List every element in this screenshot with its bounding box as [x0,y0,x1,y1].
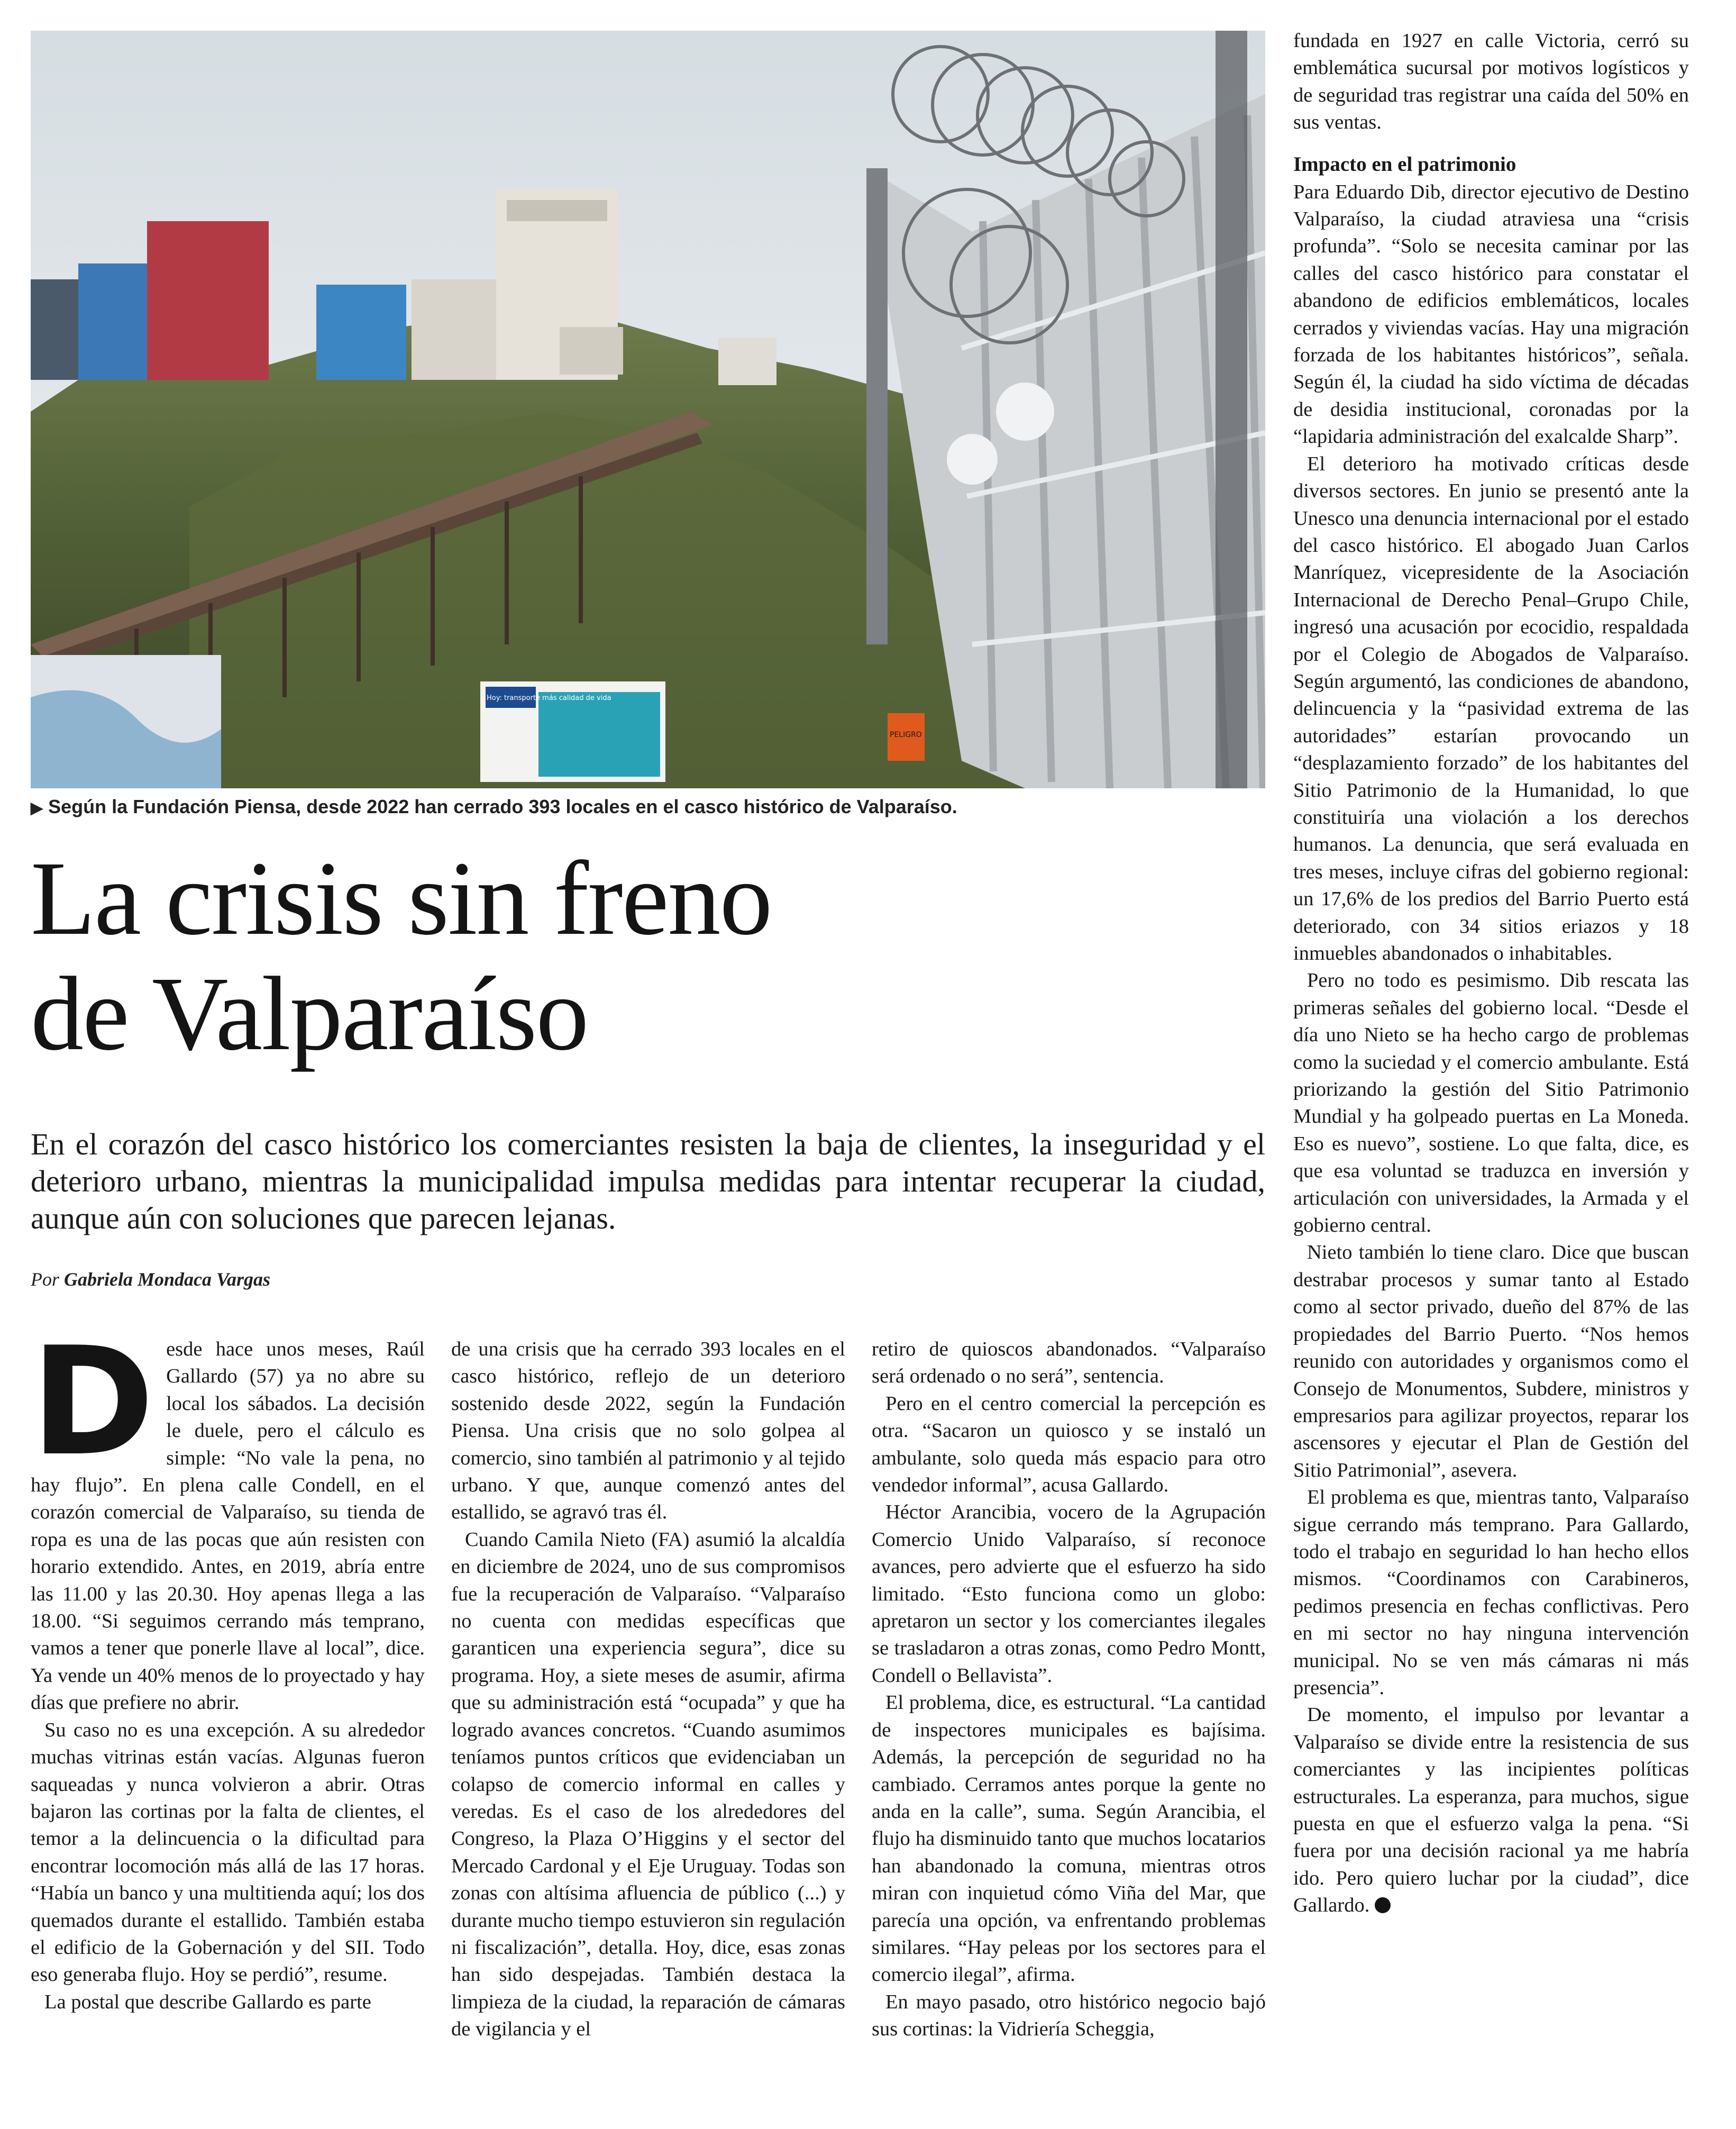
body-paragraph: retiro de quioscos abandonados. “Valparaíso será ordenado o no será”, sentencia. [872,1338,1266,1388]
body-column-3 [872,1336,1266,2043]
body-column-4 [1293,28,1689,1919]
body-paragraph: La postal que describe Gallardo es parte [44,1990,371,2013]
article-photo [31,31,1265,788]
photo-caption [31,794,1265,820]
dek-summary: En el corazón del casco histórico los comerciantes resisten la baja de clientes, la inseguridad y el deterioro urbano, mientras la municipalidad impulsa medidas para intentar recuperar la ciudad, aunque aún con soluciones que parecen lejanas. [31,1127,1265,1235]
headline-line-1: La crisis sin freno [31,840,772,957]
byline-author: Gabriela Mondaca Vargas [64,1269,271,1290]
body-paragraph: Su caso no es una excepción. A su alrededor muchas vitrinas están vacías. Algunas fueron saqueadas y nunca volvieron a abrir. Otras bajaron las cortinas por la falta de clientes, el temor a la delincuencia o la dificultad para encontrar locomoción más allá de las 17 horas. “Había un banco y una multitienda aquí; los dos quemados durante el estallido. También estaba el edificio de la Gobernación y del SII. Todo eso generaba flujo. Hoy se perdió”, resume. [31,1718,425,1986]
caption-triangle-icon: ▶ [31,799,43,817]
body-paragraph: Pero en el centro comercial la percepción es otra. “Sacaron un quiosco y se instaló un ambulante, solo queda más espacio para otro vendedor informal”, acusa Gallardo. [872,1392,1266,1497]
body-paragraph-final [1293,1702,1689,1919]
body-paragraph: El problema es que, mientras tanto, Valparaíso sigue cerrando más temprano. Para Gallardo, todo el trabajo en seguridad lo han hecho ellos mismos. “Coordinamos con Carabineros, pedimos presencia en fechas conflictivas. Pero en mi sector no hay ninguna intervención municipal. No se ven más cámaras ni más presencia”. [1293,1486,1689,1699]
byline [31,1266,771,1293]
body-paragraph: Cuando Camila Nieto (FA) asumió la alcaldía en diciembre de 2024, uno de sus compromisos fue la recuperación de Valparaíso. “Valparaíso no cuenta con medidas específicas que garanticen una experiencia segura”, dice su programa. Hoy, a siete meses de asumir, afirma que su administración está “ocupada” y que ha logrado avances concretos. “Cuando asumimos teníamos puntos críticos que evidenciaban un colapso de comercio informal en calles y veredas. Es el caso de los alrededores del Congreso, la Plaza O’Higgins y el sector del Mercado Cardonal y el Eje Uruguay. Todas son zonas con altísima afluencia de público (...) y durante mucho tiempo estuvieron sin regulación ni fiscalización”, detalla. Hoy, dice, esas zonas han sido despejadas. También destaca la limpieza de la ciudad, la reparación de cámaras de vigilancia y el [451,1528,845,2041]
body-paragraph: En mayo pasado, otro histórico negocio bajó sus cortinas: la Vidriería Scheggia, [872,1990,1266,2041]
body-paragraph: Para Eduardo Dib, director ejecutivo de Destino Valparaíso, la ciudad atraviesa una “crisis profunda”. “Solo se necesita caminar por las calles del casco histórico para constatar el abandono de edificios emblemáticos, locales cerrados y viviendas vacías. Hay una migración forzada de los habitantes históricos”, señala. Según él, la ciudad ha sido víctima de décadas de desidia institucional, coronadas por la “lapidaria administración del exalcalde Sharp”. [1293,180,1689,448]
billboard-text: Hoy: transporte más calidad de vida [487,694,611,702]
warning-sign-text: PELIGRO [890,731,922,739]
photo-illustration [31,31,1265,788]
final-paragraph-text: De momento, el impulso por levantar a Valparaíso se divide entre la resistencia de sus comerciantes y las incipientes políticas estructurales. La esperanza, para muchos, sigue puesta en que el esfuerzo valga la pena. “Si fuera por una decisión racional ya me habría ido. Pero quiero luchar por la ciudad”, dice Gallardo. [1293,1704,1689,1917]
drop-cap: D [31,1315,155,1489]
body-paragraph: Nieto también lo tiene claro. Dice que buscan destrabar procesos y sumar tanto al Estado como al sector privado, dueño del 87% de las propiedades del Barrio Puerto. “Nos hemos reunido con autoridades y organismos como el Consejo de Monumentos, Subdere, ministros y empresarios para agilizar proyectos, reparar los ascensores y ejecutar el Plan de Gestión del Sitio Patrimonial”, asevera. [1293,1241,1689,1481]
body-paragraph: Héctor Arancibia, vocero de la Agrupación Comercio Unido Valparaíso, sí reconoce avances, pero advierte que el esfuerzo ha sido limitado. “Esto funciona como un globo: apretaron un sector y los comerciantes ilegales se trasladaron a otras zonas, como Pedro Montt, Condell o Bellavista”. [872,1501,1266,1687]
body-paragraph: Pero no todo es pesimismo. Dib rescata las primeras señales del gobierno local. “Desde el día uno Nieto se ha hecho cargo de problemas como la suciedad y el comercio ambulante. Está priorizando la gestión del Sitio Patrimonio Mundial y ha golpeado puertas en La Moneda. Eso es nuevo”, sostiene. Lo que falta, dice, es que esa voluntad se traduzca en inversión y articulación con universidades, la Armada y el gobierno central. [1293,969,1689,1237]
headline [31,841,1247,1072]
byline-prefix: Por [31,1269,59,1290]
body-paragraph: fundada en 1927 en calle Victoria, cerró su emblemática sucursal por motivos logísticos y de seguridad tras registrar una caída del 50% en sus ventas. [1293,30,1689,134]
section-subhead: Impacto en el patrimonio [1293,152,1516,176]
photo-caption-text: Según la Fundación Piensa, desde 2022 han cerrado 393 locales en el casco histórico de Valparaíso. [48,796,957,817]
body-paragraph: esde hace unos meses, Raúl Gallardo (57) ya no abre su local los sábados. La decisión le duele, pero el cálculo es simple: “No vale la pena, no hay flujo”. En plena calle Condell, en el corazón comercial de Valparaíso, su tienda de ropa es una de las pocas que aún resisten con horario extendido. Antes, en 2019, abría entre las 11.00 y las 20.30. Hoy apenas llega a las 18.00. “Si seguimos cerrando más temprano, vamos a tener que ponerle llave al local”, dice. Ya vende un 40% menos de lo proyectado y hay días que prefiere no abrir. [31,1338,425,1714]
body-paragraph: El deterioro ha motivado críticas desde diversos sectores. En junio se presentó ante la Unesco una denuncia internacional por el estado del casco histórico. El abogado Juan Carlos Manríquez, vicepresidente de la Asociación Internacional de Derecho Penal–Grupo Chile, ingresó una acusación por ecocidio, respaldada por el Colegio de Abogados de Valparaíso. Según argumentó, las condiciones de abandono, delincuencia y la “pasividad extrema de las autoridades” estarían provocando un “desplazamiento forzado” de los habitantes del Sitio Patrimonio de la Humanidad, lo que constituiría una violación a los derechos humanos. La denuncia, que será evaluada en tres meses, incluye cifras del gobierno regional: un 17,6% de los predios del Barrio Puerto está deteriorado, con 34 sitios eriazos y 18 inmuebles abandonados o inhabitables. [1293,452,1689,965]
body-column-1 [31,1315,425,2016]
headline-line-2: de Valparaíso [31,956,588,1072]
body-paragraph: El problema, dice, es estructural. “La cantidad de inspectores municipales es bajísima. Además, la percepción de seguridad no ha cambiado. Cerramos antes porque la gente no anda en la calle”, suma. Según Arancibia, el flujo ha disminuido tanto que muchos locatarios han abandonado la comuna, mientras otros miran con inquietud cómo Viña del Mar, que parecía una opción, va enfrentando problemas similares. “Hay peleas por los sectores para el comercio ilegal”, afirma. [872,1691,1266,1986]
end-of-article-bullet-icon [1375,1897,1391,1913]
body-column-2 [451,1336,845,2043]
body-paragraph: de una crisis que ha cerrado 393 locales en el casco histórico, reflejo de un deterioro sostenido desde 2022, según la Fundación Piensa. Una crisis que no solo golpea al comercio, sino también al patrimonio y al tejido urbano. Y que, aunque comenzó antes del estallido, se agravó tras él. [451,1338,845,1524]
spacer [1293,137,1689,150]
